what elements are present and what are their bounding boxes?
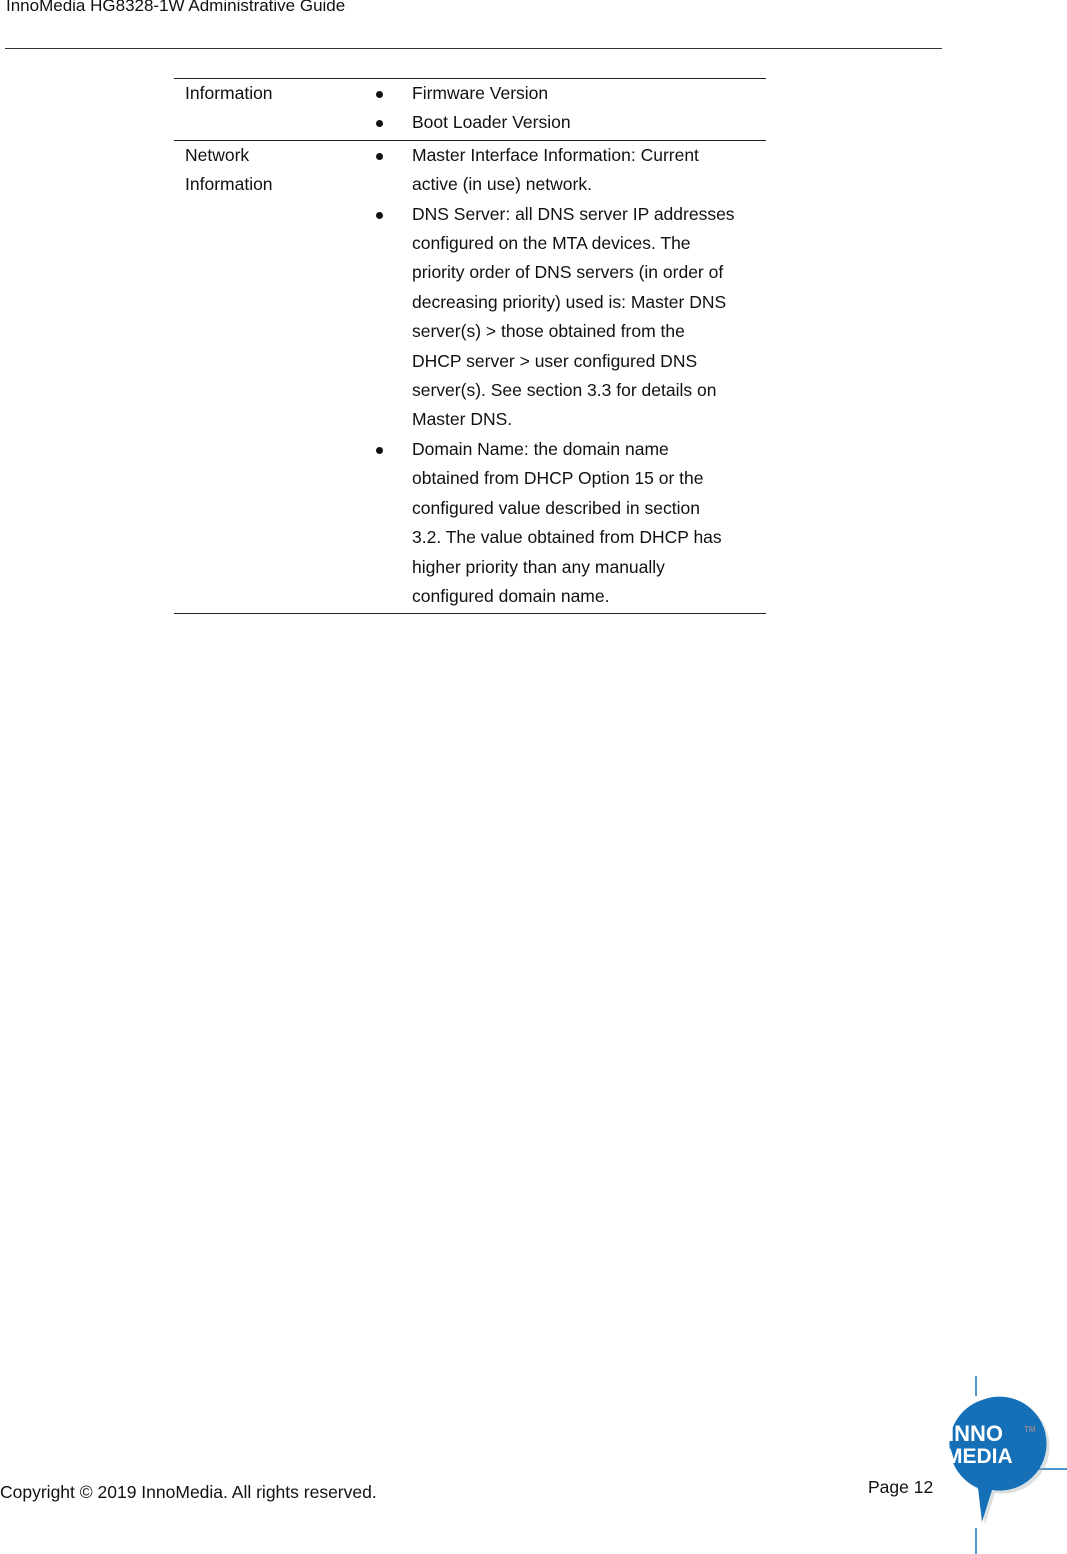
list-item-line: Boot Loader Version [412, 112, 571, 133]
bullet-list [376, 79, 766, 140]
row-label-line: Information [185, 83, 273, 103]
bullet-icon [376, 212, 383, 219]
list-item-line: priority order of DNS servers (in order of [412, 262, 724, 283]
list-item-line: active (in use) network. [412, 174, 592, 195]
svg-text:MEDIA: MEDIA [945, 1445, 1013, 1468]
list-item [376, 79, 766, 108]
list-item-line: configured value described in section [412, 497, 700, 518]
list-item-line: configured domain name. [412, 585, 610, 606]
table-row [174, 140, 766, 615]
list-item-line: DNS Server: all DNS server IP addresses [412, 203, 735, 224]
list-item [376, 435, 766, 611]
copyright-text: Copyright © 2019 InnoMedia. All rights reserved. [0, 1482, 377, 1502]
page-number: Page 12 [868, 1477, 934, 1497]
list-item-line: Master Interface Information: Current [412, 144, 699, 165]
svg-text:INNO: INNO [948, 1421, 1003, 1446]
header-rule [5, 48, 942, 49]
bullet-icon [376, 153, 383, 160]
page-header-title: InnoMedia HG8328-1W Administrative Guide [6, 0, 346, 15]
list-item-line: Firmware Version [412, 83, 549, 103]
bullet-list [376, 141, 766, 614]
list-item-line: Master DNS. [412, 409, 513, 430]
list-item [376, 141, 766, 200]
bullet-icon [376, 120, 383, 127]
list-item-line: decreasing priority) used is: Master DNS [412, 291, 727, 312]
list-item-line: 3.2. The value obtained from DHCP has [412, 527, 722, 548]
list-item-line: higher priority than any manually [412, 556, 665, 577]
row-label-line: Network [185, 144, 250, 165]
list-item-line: configured on the MTA devices. The [412, 233, 691, 254]
innomedia-logo [920, 1376, 1067, 1554]
list-item-line: server(s) > those obtained from the [412, 321, 685, 342]
list-item [376, 108, 766, 137]
list-item-line: Domain Name: the domain name [412, 438, 669, 459]
bullet-icon [376, 447, 383, 454]
row-label [185, 141, 355, 200]
info-table [174, 78, 766, 614]
row-label-line: Information [185, 174, 273, 195]
svg-text:TM: TM [1024, 1425, 1036, 1434]
list-item-line: DHCP server > user configured DNS [412, 350, 698, 371]
bullet-icon [376, 91, 383, 98]
list-item [376, 200, 766, 435]
row-label [185, 79, 355, 108]
table-row [174, 78, 766, 140]
list-item-line: obtained from DHCP Option 15 or the [412, 468, 704, 489]
list-item-line: server(s). See section 3.3 for details on [412, 380, 717, 401]
